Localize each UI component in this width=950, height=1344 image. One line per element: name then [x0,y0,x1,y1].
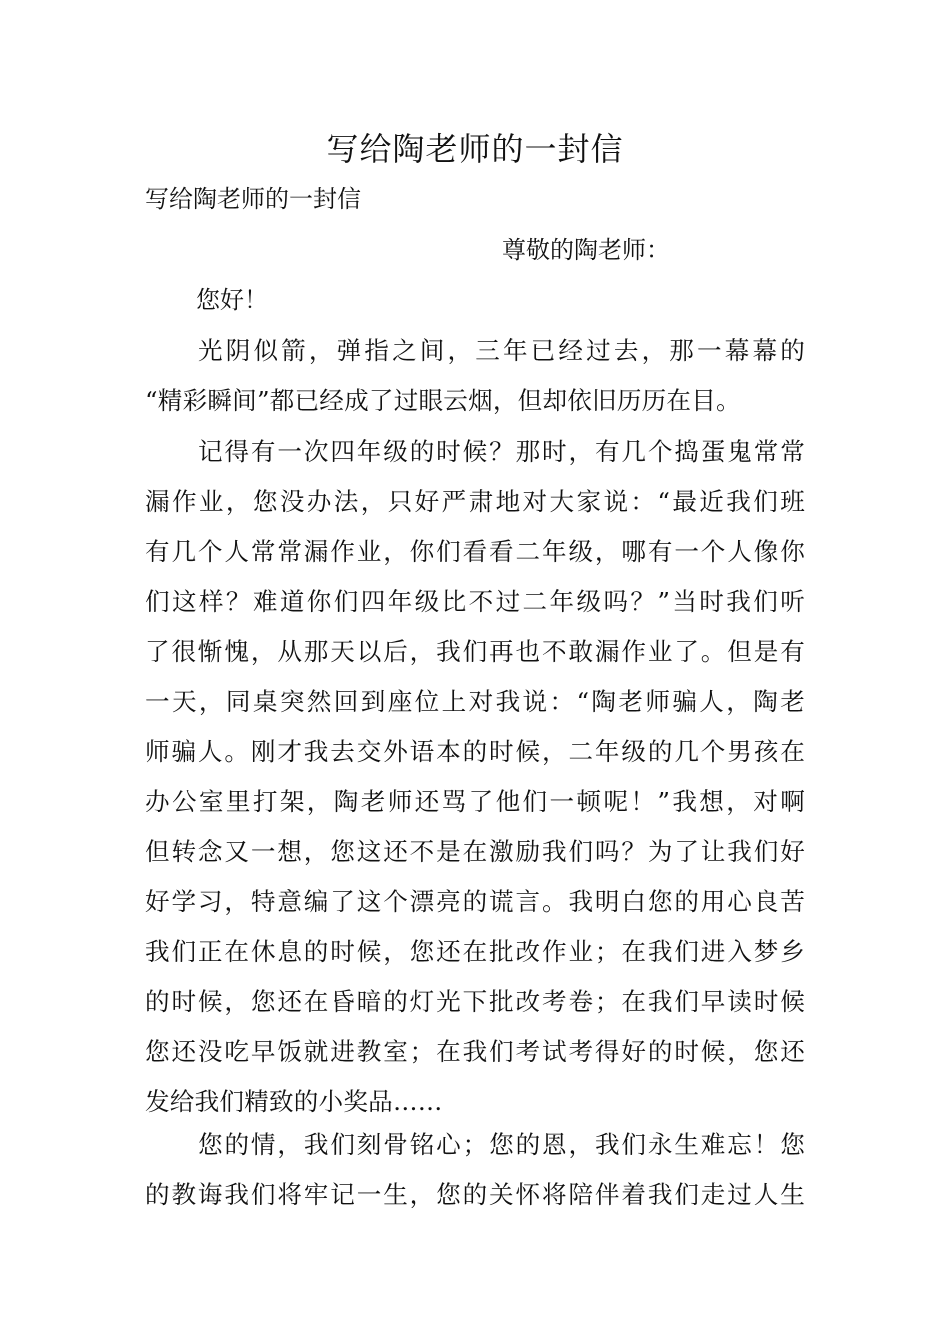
paragraph-line: 师骗人。刚才我去交外语本的时候，二年级的几个男孩在 [145,737,805,766]
paragraph-line: 漏作业，您没办法，只好严肃地对大家说：“最近我们班 [145,487,805,516]
paragraph-line: 好学习，特意编了这个漂亮的谎言。我明白您的用心良苦 [145,887,805,916]
paragraph-3 [145,1120,805,1220]
paragraph-line: 记得有一次四年级的时候？那时，有几个捣蛋鬼常常 [198,437,805,466]
paragraph-line: 但转念又一想，您这还不是在激励我们吗？为了让我们好 [145,837,805,866]
paragraph-line: 有几个人常常漏作业，你们看看二年级，哪有一个人像你 [145,537,805,566]
paragraph-line: 办公室里打架，陶老师还骂了他们一顿呢！”我想，对啊 [145,787,805,816]
greeting: 您好！ [196,286,268,314]
paragraph-line: 发给我们精致的小奖品…… [145,1087,443,1116]
paragraph-line: “精彩瞬间”都已经成了过眼云烟，但却依旧历历在目。 [145,386,741,415]
paragraph-line: 我们正在休息的时候，您还在批改作业；在我们进入梦乡 [145,937,805,966]
paragraph-line: 的教诲我们将牢记一生，您的关怀将陪伴着我们走过人生 [145,1180,805,1209]
paragraph-2 [145,427,805,1127]
paragraph-1 [145,326,805,426]
document-title: 写给陶老师的一封信 [326,130,624,168]
paragraph-line: 们这样？难道你们四年级比不过二年级吗？”当时我们听 [145,587,805,616]
paragraph-line: 了很惭愧，从那天以后，我们再也不敢漏作业了。但是有 [145,637,805,666]
salutation: 尊敬的陶老师： [502,236,670,264]
document-subtitle: 写给陶老师的一封信 [145,185,361,213]
paragraph-line: 您还没吃早饭就进教室；在我们考试考得好的时候，您还 [145,1037,805,1066]
paragraph-line: 您的情，我们刻骨铭心；您的恩，我们永生难忘！您 [198,1130,805,1159]
paragraph-line: 一天，同桌突然回到座位上对我说：“陶老师骗人，陶老 [145,687,805,716]
paragraph-line: 的时候，您还在昏暗的灯光下批改考卷；在我们早读时候 [145,987,805,1016]
paragraph-line: 光阴似箭，弹指之间，三年已经过去，那一幕幕的 [198,336,805,365]
